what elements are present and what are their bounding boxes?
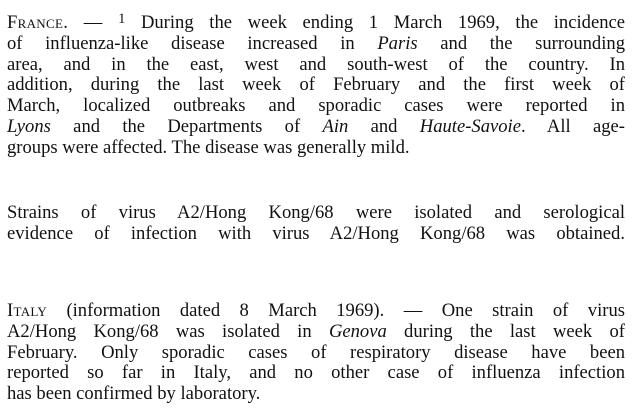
country-heading-france: France. xyxy=(7,12,69,33)
france-strains-paragraph xyxy=(7,203,625,245)
text-segment: During the week ending 1 March 1969, the incidence xyxy=(125,12,625,33)
text-line: groups were affected. The disease was generally mild. xyxy=(7,136,410,158)
text-line: evidence of infection with virus A2/Hong Kong/68 was obtained. xyxy=(7,222,625,244)
text-line: March, localized outbreaks and sporadic cases were reported in xyxy=(7,95,625,117)
footnote-marker: 1 xyxy=(118,10,126,27)
france-report-paragraph xyxy=(7,10,625,159)
text-segment: (information dated 8 March 1969). — One strain of virus xyxy=(47,300,625,321)
place-name-genova: Genova xyxy=(328,320,387,342)
text-line: area, and in the east, west and south-west of the country. In xyxy=(7,53,625,75)
text-segment: and the Departments of xyxy=(50,115,323,137)
italy-report-paragraph xyxy=(7,301,625,405)
text-segment: A2/Hong Kong/68 was isolated in xyxy=(7,320,329,342)
text-line xyxy=(7,322,625,343)
text-segment: and xyxy=(348,115,420,137)
text-segment: and the surrounding xyxy=(417,32,625,54)
place-name-ain: Ain xyxy=(322,115,349,137)
text-line: Strains of virus A2/Hong Kong/68 were isolated and serological xyxy=(7,202,625,223)
text-line xyxy=(7,301,625,322)
country-heading-italy: Italy xyxy=(7,300,48,321)
place-name-paris: Paris xyxy=(377,32,418,54)
text-line xyxy=(7,117,625,138)
text-line: reported so far in Italy, and no other case of influenza infection xyxy=(7,362,625,384)
text-segment: of influenza-like disease increased in xyxy=(7,32,378,54)
text-segment: during the last week of xyxy=(386,320,625,342)
text-segment: . All age- xyxy=(520,115,625,137)
text-line: addition, during the last week of February and the first week of xyxy=(7,74,625,96)
dash: — xyxy=(68,12,119,33)
text-line xyxy=(7,34,625,55)
text-line xyxy=(7,10,625,34)
place-name-haute-savoie: Haute-Savoie xyxy=(419,115,521,137)
text-line: February. Only sporadic cases of respiratory disease have been xyxy=(7,341,625,363)
text-line: has been confirmed by laboratory. xyxy=(7,383,261,405)
place-name-lyons: Lyons xyxy=(7,115,51,137)
